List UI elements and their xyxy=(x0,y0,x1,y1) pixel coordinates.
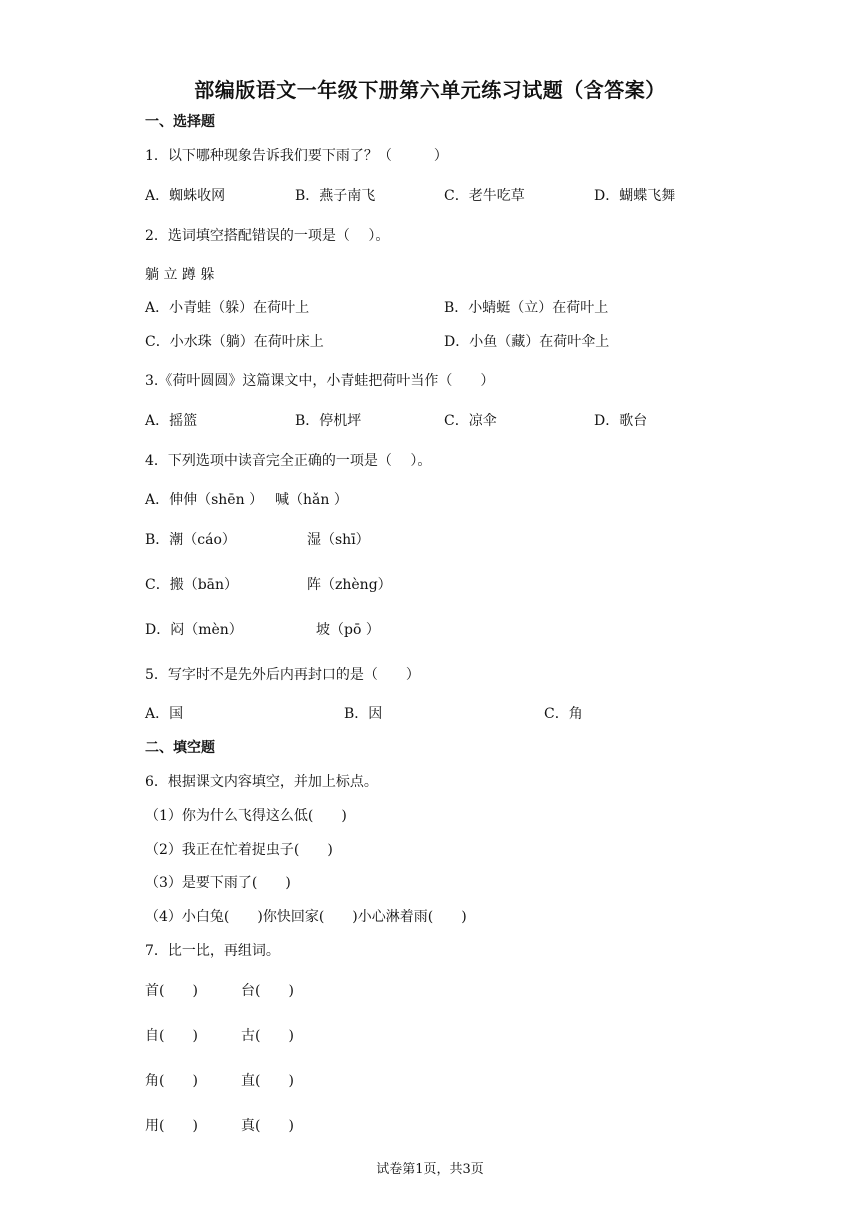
page-title: 部编版语文一年级下册第六单元练习试题（含答案） xyxy=(194,78,666,102)
question-6-line-1: （1）你为什么飞得这么低( ) xyxy=(145,808,347,824)
question-4-option-b-second: 湿（shī） xyxy=(307,532,370,548)
question-7-item: 自( ) xyxy=(145,1028,198,1044)
question-5-option-b: B．因 xyxy=(344,706,383,722)
question-4-option-a-first: A．伸伸（shēn ） xyxy=(145,492,264,508)
question-7-item: 古( ) xyxy=(241,1028,294,1044)
question-7-item: 用( ) xyxy=(145,1118,198,1134)
question-5-stem: 5．写字时不是先外后内再封口的是（ ） xyxy=(145,667,420,683)
section-heading-choice: 一、选择题 xyxy=(145,114,215,130)
question-6-line-3: （3）是要下雨了( ) xyxy=(145,875,291,891)
question-7-item: 首( ) xyxy=(145,983,198,999)
section-heading-fill: 二、填空题 xyxy=(145,740,215,756)
question-6-line-4: （4）小白兔( )你快回家( )小心淋着雨( ) xyxy=(145,909,467,925)
question-4-option-b-first: B．潮（cáo） xyxy=(145,532,236,548)
page-footer: 试卷第1页，共3页 xyxy=(376,1162,484,1177)
question-2-option-b: B．小蜻蜓（立）在荷叶上 xyxy=(444,300,609,316)
question-5-option-c: C．角 xyxy=(544,706,583,722)
question-6-stem: 6．根据课文内容填空，并加上标点。 xyxy=(145,774,378,790)
question-3-stem: 3.《荷叶圆圆》这篇课文中，小青蛙把荷叶当作（ ） xyxy=(145,373,495,389)
question-5-option-a: A．国 xyxy=(145,706,184,722)
question-3-option-b: B．停机坪 xyxy=(295,413,362,429)
question-7-item: 真( ) xyxy=(241,1118,294,1134)
question-2-option-c: C．小水珠（躺）在荷叶床上 xyxy=(145,334,324,350)
question-1-option-a: A．蜘蛛收网 xyxy=(145,188,226,204)
question-4-option-d-first: D．闷（mèn） xyxy=(145,622,243,638)
question-4-option-c-first: C．搬（bān） xyxy=(145,577,239,593)
question-1-option-d: D．蝴蝶飞舞 xyxy=(594,188,676,204)
question-4-option-d-second: 坡（pō ） xyxy=(316,622,380,638)
question-2-stem: 2．选词填空搭配错误的一项是（ ）。 xyxy=(145,228,390,244)
question-7-item: 角( ) xyxy=(145,1073,198,1089)
question-3-option-a: A．摇篮 xyxy=(145,413,198,429)
question-2-word-bank: 躺 立 蹲 躲 xyxy=(145,267,215,283)
question-4-option-a-second: 喊（hǎn ） xyxy=(275,492,348,508)
question-1-stem: 1．以下哪种现象告诉我们要下雨了？（ ） xyxy=(145,148,448,164)
question-7-item: 台( ) xyxy=(241,983,294,999)
question-4-option-c-second: 阵（zhèng） xyxy=(307,577,392,593)
question-1-option-c: C．老牛吃草 xyxy=(444,188,525,204)
question-7-item: 直( ) xyxy=(241,1073,294,1089)
question-3-option-c: C．凉伞 xyxy=(444,413,497,429)
question-1-option-b: B．燕子南飞 xyxy=(295,188,376,204)
question-2-option-d: D．小鱼（藏）在荷叶伞上 xyxy=(444,334,610,350)
question-6-line-2: （2）我正在忙着捉虫子( ) xyxy=(145,842,333,858)
question-7-stem: 7．比一比，再组词。 xyxy=(145,943,280,959)
question-3-option-d: D．歌台 xyxy=(594,413,648,429)
question-4-stem: 4．下列选项中读音完全正确的一项是（ ）。 xyxy=(145,453,432,469)
question-2-option-a: A．小青蛙（躲）在荷叶上 xyxy=(145,300,310,316)
